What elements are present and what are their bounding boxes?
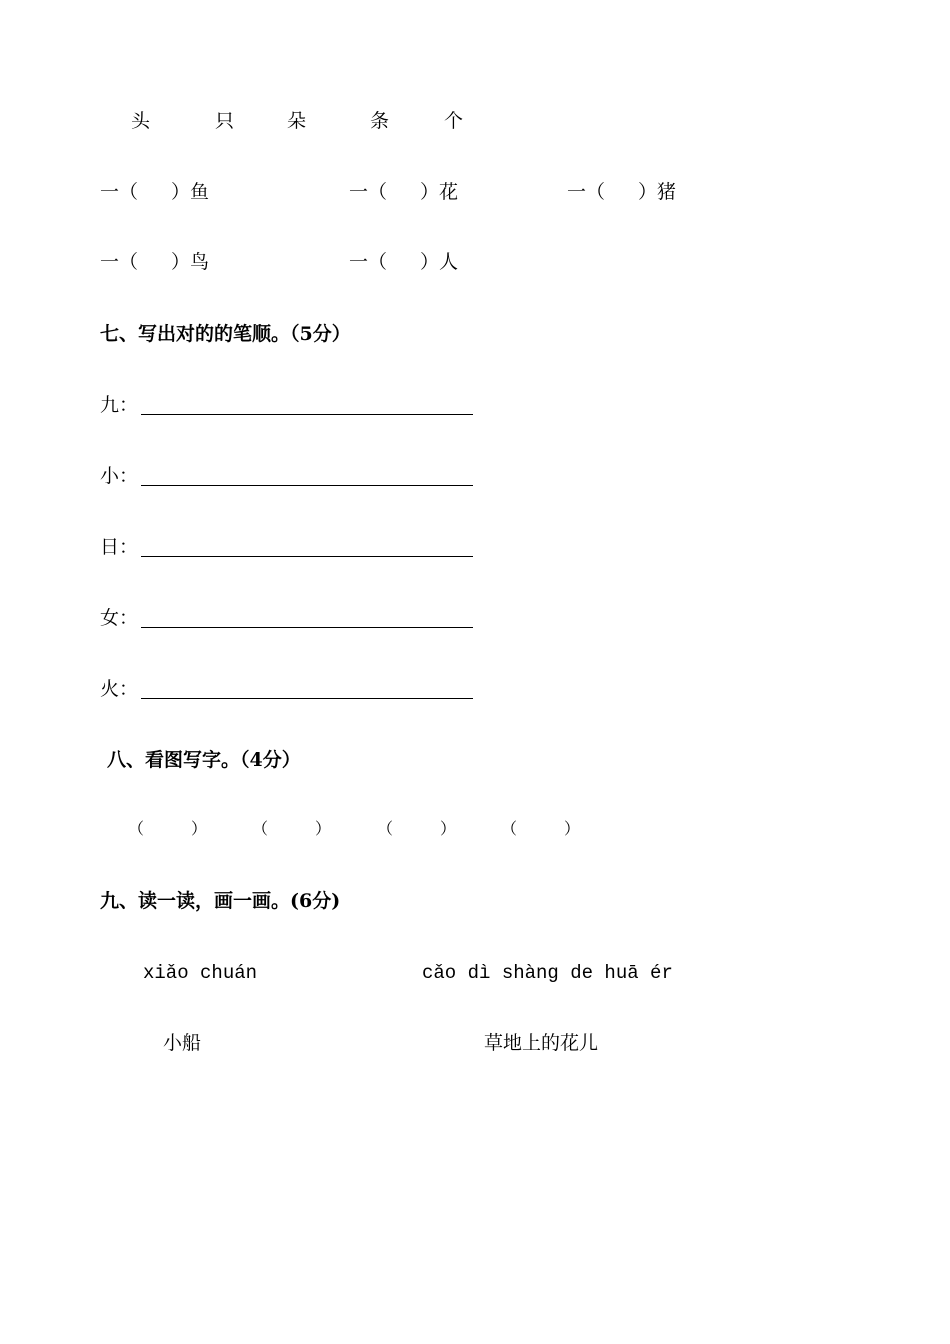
measure-word: 头: [131, 110, 151, 132]
answer-line[interactable]: [141, 556, 473, 557]
fill-suffix: ）猪: [638, 181, 677, 203]
fill-prefix: 一（: [349, 251, 388, 273]
fill-prefix: 一（: [567, 181, 606, 203]
fill-suffix: ）花: [420, 181, 459, 203]
fill-prefix: 一（: [100, 181, 139, 203]
section-title: 九、读一读，画一画。(6分): [100, 890, 341, 912]
stroke-char-label: 火：: [100, 678, 139, 700]
measure-word: 个: [444, 110, 464, 132]
stroke-char-label: 小：: [100, 465, 139, 487]
bracket-close: ）: [315, 819, 332, 838]
section-title: 七、写出对的的笔顺。（5分）: [100, 323, 351, 345]
answer-line[interactable]: [141, 485, 473, 486]
stroke-char-label: 九：: [100, 394, 139, 416]
pinyin-text: cǎo dì shàng de huā ér: [422, 962, 673, 984]
fill-prefix: 一（: [100, 251, 139, 273]
pinyin-text: xiǎo chuán: [143, 962, 258, 984]
fill-suffix: ）鱼: [171, 181, 210, 203]
bracket-open: （: [252, 819, 269, 838]
stroke-char-label: 日：: [100, 536, 139, 558]
hanzi-text: 小船: [163, 1032, 202, 1054]
measure-word: 条: [370, 110, 390, 132]
answer-line[interactable]: [141, 627, 473, 628]
hanzi-text: 草地上的花儿: [484, 1032, 599, 1054]
stroke-char-label: 女：: [100, 607, 139, 629]
measure-word: 朵: [287, 110, 307, 132]
section-title: 八、看图写字。（4分）: [107, 749, 301, 771]
bracket-close: ）: [191, 819, 208, 838]
fill-prefix: 一（: [349, 181, 388, 203]
bracket-close: ）: [564, 819, 581, 838]
bracket-close: ）: [440, 819, 457, 838]
answer-line[interactable]: [141, 414, 473, 415]
measure-word: 只: [215, 110, 235, 132]
bracket-open: （: [377, 819, 394, 838]
fill-suffix: ）鸟: [171, 251, 210, 273]
bracket-open: （: [128, 819, 145, 838]
fill-suffix: ）人: [420, 251, 459, 273]
bracket-open: （: [501, 819, 518, 838]
answer-line[interactable]: [141, 698, 473, 699]
